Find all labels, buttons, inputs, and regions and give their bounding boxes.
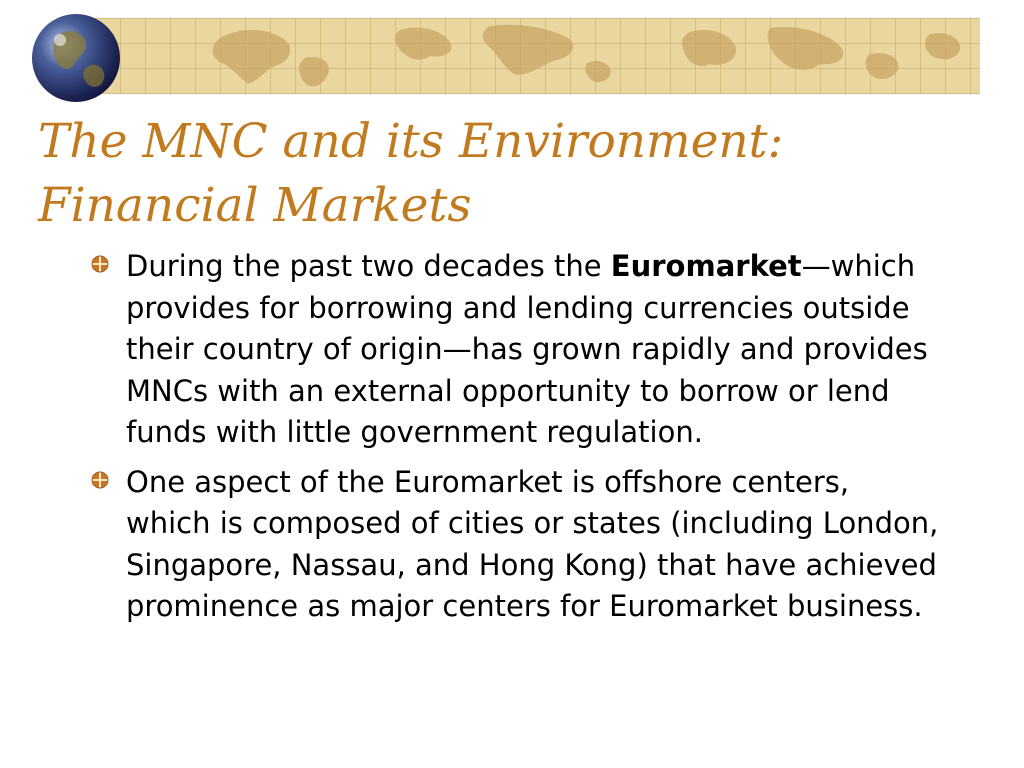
globe-icon <box>30 12 122 104</box>
bullet-text-rest: —which provides for borrowing and lending currencies outside their country of origin—has grown rapidly and provides MNCs with an external opportunity to borrow or lend funds with little government regulation. <box>126 249 928 449</box>
bullet-list <box>90 246 940 636</box>
slide-title-line-1: The MNC and its Environment: <box>38 114 784 169</box>
bullet-text: One aspect of the Euromarket is offshore centers, which is composed of cities or states (including London, Singapore, Nassau, and Hong Kong) that have achieved prominence as major centers for Euromarket business. <box>126 464 939 623</box>
bullet-item-offshore-centers <box>90 462 940 628</box>
bullet-globe-icon <box>90 470 110 490</box>
slide-title <box>38 110 978 238</box>
bullet-globe-icon <box>90 254 110 274</box>
world-map-silhouette <box>70 18 980 94</box>
euromarket-term: Euromarket <box>610 249 802 283</box>
world-map-banner <box>70 18 980 94</box>
slide-title-line-2: Financial Markets <box>38 178 472 233</box>
bullet-item-euromarket <box>90 246 940 454</box>
bullet-text-lead: During the past two decades the <box>126 249 611 283</box>
bullet-text <box>126 249 928 449</box>
